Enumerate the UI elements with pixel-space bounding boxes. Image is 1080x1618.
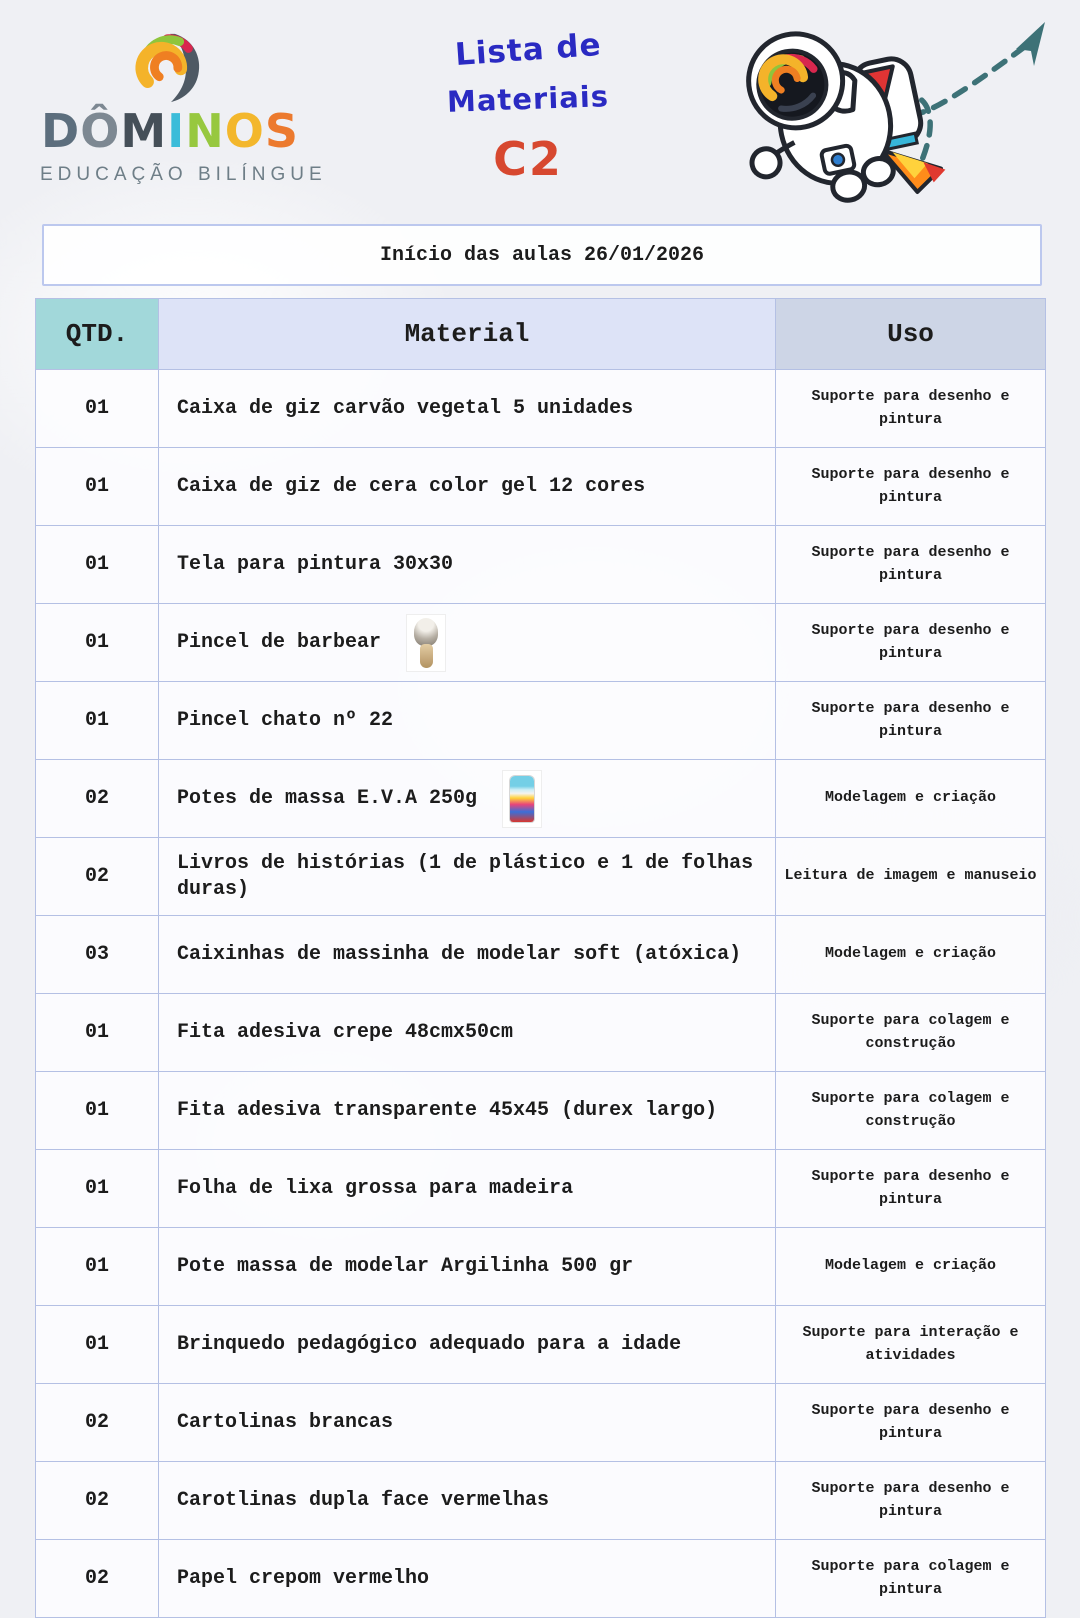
col-header-uso: Uso bbox=[776, 299, 1046, 370]
table-row bbox=[36, 994, 1046, 1072]
material-cell bbox=[159, 760, 776, 838]
material-text: Brinquedo pedagógico adequado para a idade bbox=[177, 1332, 682, 1356]
material-text: Pincel de barbear bbox=[177, 630, 382, 654]
uso-cell: Modelagem e criação bbox=[776, 916, 1046, 994]
table-row bbox=[36, 1540, 1046, 1618]
col-header-material: Material bbox=[159, 299, 776, 370]
table-row bbox=[36, 1462, 1046, 1540]
uso-cell: Suporte para desenho e pintura bbox=[776, 1150, 1046, 1228]
title-line-1: Lista de bbox=[453, 26, 603, 74]
uso-cell: Suporte para desenho e pintura bbox=[776, 448, 1046, 526]
brand-logo bbox=[40, 28, 327, 186]
logo-letter: M bbox=[120, 104, 168, 158]
material-text: Caixa de giz de cera color gel 12 cores bbox=[177, 474, 646, 498]
logo-letter: N bbox=[185, 104, 225, 158]
shaving-brush-photo bbox=[407, 615, 445, 671]
table-row bbox=[36, 760, 1046, 838]
logo-subtitle: EDUCAÇÃO BILÍNGUE bbox=[40, 164, 327, 185]
table-header-row bbox=[36, 299, 1046, 370]
qtd-cell: 02 bbox=[36, 1540, 159, 1618]
table-body bbox=[36, 370, 1046, 1618]
table-row bbox=[36, 1306, 1046, 1384]
table-row bbox=[36, 838, 1046, 916]
banner-text: Início das aulas 26/01/2026 bbox=[379, 243, 705, 267]
material-cell bbox=[159, 448, 776, 526]
table-row bbox=[36, 526, 1046, 604]
table-row bbox=[36, 1228, 1046, 1306]
material-text: Livros de histórias (1 de plástico e 1 de folhas duras) bbox=[177, 851, 754, 901]
col-header-qtd: QTD. bbox=[36, 299, 159, 370]
material-text: Caixinhas de massinha de modelar soft (atóxica) bbox=[177, 942, 742, 966]
material-cell bbox=[159, 916, 776, 994]
material-cell bbox=[159, 1306, 776, 1384]
material-text: Carotlinas dupla face vermelhas bbox=[177, 1488, 550, 1512]
qtd-cell: 01 bbox=[36, 1228, 159, 1306]
material-text: Tela para pintura 30x30 bbox=[177, 552, 454, 576]
uso-cell: Suporte para interação e atividades bbox=[776, 1306, 1046, 1384]
material-cell bbox=[159, 1228, 776, 1306]
logo-letter: D bbox=[41, 104, 81, 158]
class-code: C2 bbox=[493, 132, 563, 186]
material-text: Fita adesiva transparente 45x45 (durex largo) bbox=[177, 1098, 718, 1122]
material-cell bbox=[159, 838, 776, 916]
eva-dough-package-photo bbox=[503, 771, 541, 827]
astronaut-illustration bbox=[735, 8, 1065, 223]
qtd-cell: 01 bbox=[36, 1306, 159, 1384]
material-cell bbox=[159, 1540, 776, 1618]
material-text: Caixa de giz carvão vegetal 5 unidades bbox=[177, 396, 634, 420]
logo-letter: I bbox=[167, 104, 186, 158]
logo-letter: O bbox=[224, 104, 265, 158]
qtd-cell: 01 bbox=[36, 1150, 159, 1228]
table-row bbox=[36, 916, 1046, 994]
table-row bbox=[36, 448, 1046, 526]
qtd-cell: 03 bbox=[36, 916, 159, 994]
uso-cell: Suporte para colagem e construção bbox=[776, 1072, 1046, 1150]
table-row bbox=[36, 1150, 1046, 1228]
material-text: Cartolinas brancas bbox=[177, 1410, 394, 1434]
uso-cell: Suporte para desenho e pintura bbox=[776, 1384, 1046, 1462]
table-row bbox=[36, 370, 1046, 448]
uso-cell: Suporte para desenho e pintura bbox=[776, 1462, 1046, 1540]
uso-cell: Suporte para desenho e pintura bbox=[776, 604, 1046, 682]
material-cell bbox=[159, 526, 776, 604]
table-row bbox=[36, 1072, 1046, 1150]
qtd-cell: 01 bbox=[36, 448, 159, 526]
uso-cell: Suporte para desenho e pintura bbox=[776, 682, 1046, 760]
logo-swirl-icon bbox=[126, 28, 214, 106]
material-text: Pote massa de modelar Argilinha 500 gr bbox=[177, 1254, 634, 1278]
material-text: Pincel chato nº 22 bbox=[177, 708, 394, 732]
qtd-cell: 02 bbox=[36, 1462, 159, 1540]
qtd-cell: 02 bbox=[36, 1384, 159, 1462]
logo-letter: Ô bbox=[80, 104, 121, 158]
material-cell bbox=[159, 604, 776, 682]
material-cell bbox=[159, 682, 776, 760]
qtd-cell: 01 bbox=[36, 604, 159, 682]
table-row bbox=[36, 1384, 1046, 1462]
qtd-cell: 02 bbox=[36, 760, 159, 838]
trajectory-path bbox=[904, 22, 1045, 180]
uso-cell: Suporte para desenho e pintura bbox=[776, 370, 1046, 448]
material-cell bbox=[159, 1072, 776, 1150]
uso-cell: Modelagem e criação bbox=[776, 1228, 1046, 1306]
arrow-icon bbox=[1016, 22, 1045, 66]
title-line-2: Materiais bbox=[446, 79, 610, 119]
material-text: Papel crepom vermelho bbox=[177, 1566, 430, 1590]
material-text: Fita adesiva crepe 48cmx50cm bbox=[177, 1020, 514, 1044]
table-row bbox=[36, 682, 1046, 760]
qtd-cell: 02 bbox=[36, 838, 159, 916]
material-cell bbox=[159, 1462, 776, 1540]
material-cell bbox=[159, 370, 776, 448]
qtd-cell: 01 bbox=[36, 682, 159, 760]
uso-cell: Modelagem e criação bbox=[776, 760, 1046, 838]
page-title bbox=[408, 26, 648, 186]
qtd-cell: 01 bbox=[36, 526, 159, 604]
qtd-cell: 01 bbox=[36, 370, 159, 448]
uso-cell: Suporte para colagem e construção bbox=[776, 994, 1046, 1072]
uso-cell: Suporte para colagem e pintura bbox=[776, 1540, 1046, 1618]
material-text: Folha de lixa grossa para madeira bbox=[177, 1176, 574, 1200]
uso-cell: Leitura de imagem e manuseio bbox=[776, 838, 1046, 916]
logo-letter: S bbox=[264, 104, 299, 158]
material-cell bbox=[159, 994, 776, 1072]
material-cell bbox=[159, 1384, 776, 1462]
start-date-banner bbox=[42, 224, 1042, 286]
material-cell bbox=[159, 1150, 776, 1228]
qtd-cell: 01 bbox=[36, 1072, 159, 1150]
material-text: Potes de massa E.V.A 250g bbox=[177, 786, 478, 810]
materials-table bbox=[35, 298, 1046, 1618]
logo-word bbox=[40, 104, 300, 158]
qtd-cell: 01 bbox=[36, 994, 159, 1072]
uso-cell: Suporte para desenho e pintura bbox=[776, 526, 1046, 604]
table-row bbox=[36, 604, 1046, 682]
